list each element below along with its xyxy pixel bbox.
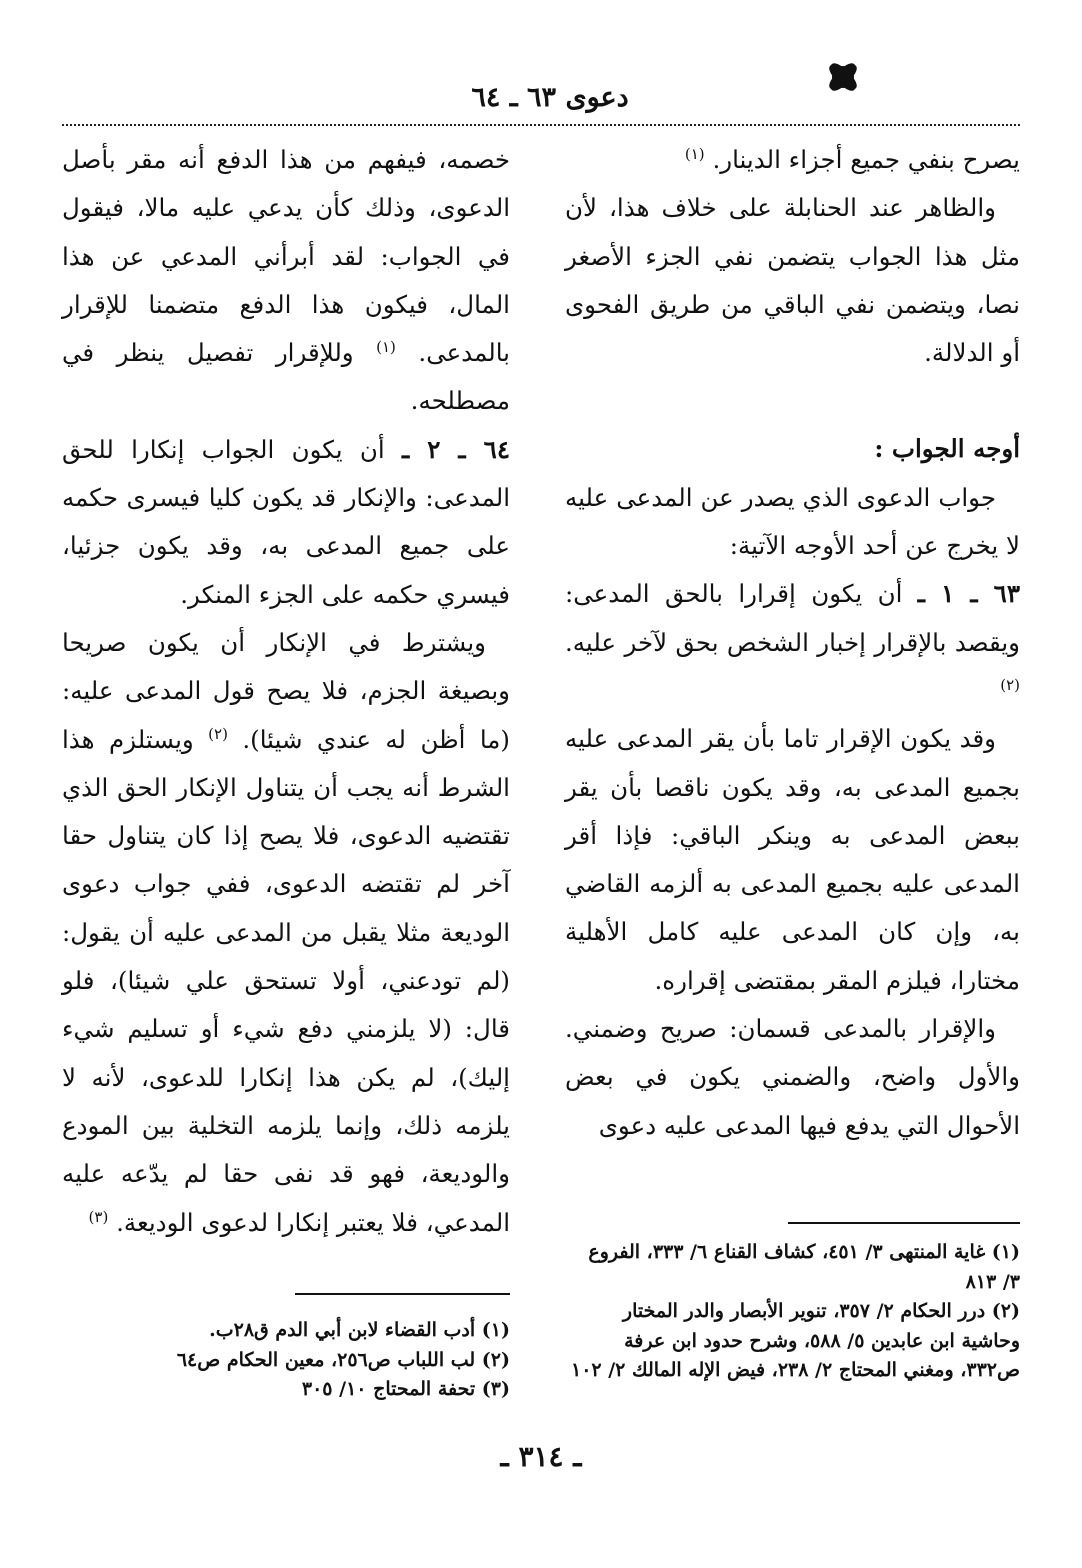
right-paragraph-4: [565, 570, 1020, 715]
footnote-separator-right: [788, 1222, 1020, 1224]
left-p3-continuation: ويستلزم هذا الشرط أنه يجب أن يتناول الإنكار الحق الذي تقتضيه الدعوى، فلا يصح إذا كان يتناول حقا آخر لم تقتضه الدعوى، ففي جواب دعوى الوديعة مثلا يقبل من المدعى عليه أن يقول: (لم تودعني، أولا تستحق علي شيئا)، فلو قال: (لا يلزمني دفع شيء أو تسليم شيء إليك)، لم يكن هذا إنكارا للدعوى، لأنه لا يلزمه ذلك، وإنما يلزمه التخلية بين المودع والوديعة، فهو قد نفى حقا لم يدّعه عليه المدعي، فلا يعتبر إنكارا لدعوى الوديعة.: [62, 724, 510, 1237]
left-column: [62, 136, 510, 1247]
left-paragraph-3: [62, 619, 510, 1247]
right-paragraph-5: وقد يكون الإقرار تاما بأن يقر المدعى عليه بجميع المدعى به، وقد يكون ناقصا بأن يقر ببعض المدعى به وينكر الباقي: فإذا أقر المدعى عليه بجميع المدعى به ألزمه القاضي به، وإن كان المدعى عليه كامل الأهلية مختارا، فيلزم المقر بمقتضى إقراره.: [565, 724, 1020, 995]
footnote: (٢) لب اللباب ص٢٥٦، معين الحكام ص٦٤: [176, 1348, 510, 1371]
page-header-title: دعوى ٦٣ ـ ٦٤: [471, 82, 629, 113]
header-dotted-rule: [62, 124, 1020, 126]
right-paragraph-2: والظاهر عند الحنابلة على خلاف هذا، لأن مثل هذا الجواب يتضمن نفي الجزء الأصغر نصا، ويتضمن نفي الباقي من طريق الفحوى أو الدلالة.: [565, 193, 1020, 368]
left-p3-text: ويشترط في الإنكار أن يكون صريحا وبصيغة الجزم، فلا يصح قول المدعى عليه: (ما أظن له عندي شيئا).: [62, 627, 510, 754]
footnote: (١) أدب القضاء لابن أبي الدم ق٢٨ب.: [209, 1319, 510, 1341]
left-paragraph-2: [62, 426, 510, 619]
right-p4-text: أن يكون إقرارا بالحق المدعى: ويقصد بالإقرار إخبار الشخص بحق لآخر عليه.: [565, 579, 1020, 657]
left-p1-continuation: وللإقرار تفصيل ينظر في مصطلحه.: [62, 338, 510, 416]
footnote: (٣) تحفة المحتاج ١٠/ ٣٠٥: [301, 1378, 510, 1400]
footnote-ref: (٣): [88, 1207, 109, 1226]
page-number: ـ ٣١٤ ـ: [500, 1440, 582, 1473]
footnotes-left: [62, 1316, 510, 1405]
footnote-ref: (٢): [1000, 675, 1020, 694]
right-paragraph-3: جواب الدعوى الذي يصدر عن المدعى عليه لا يخرج عن أحد الأوجه الآتية:: [565, 482, 1020, 561]
ornament-icon: [832, 66, 854, 88]
footnote: (١) غاية المنتهى ٣/ ٤٥١، كشاف القناع ٦/ ٣٣٣، الفروع ٣/ ٨١٣: [588, 1241, 1020, 1293]
left-p2-text: أن يكون الجواب إنكارا للحق المدعى: والإنكار قد يكون كليا فيسرى حكمه على جميع المدعى به، وقد يكون جزئيا، فيسري حكمه على الجزء المنكر.: [62, 434, 510, 609]
right-paragraph-1: [565, 136, 1020, 184]
footnote: (٢) درر الحكام ٢/ ٣٥٧، تنوير الأبصار والدر المختار وحاشية ابن عابدين ٥/ ٥٨٨، وشرح حدود ابن عرفة ص٣٣٢، ومغني المحتاج ٢/ ٢٣٨، فيض الإله المالك ٢/ ١٠٢: [570, 1300, 1020, 1381]
right-column: [565, 136, 1020, 1150]
footnotes-right: [565, 1238, 1020, 1386]
left-p1-text: خصمه، فيفهم من هذا الدفع أنه مقر بأصل الدعوى، وذلك كأن يدعي عليه مالا، فيقول في الجواب: لقد أبرأني المدعي عن هذا المال، فيكون هذا الدفع متضمنا للإقرار بالمدعى.: [62, 145, 511, 368]
footnote-separator-left: [295, 1293, 510, 1295]
item-number: ٦٣ ـ ١ ـ: [917, 579, 1020, 609]
footnote-ref: (٢): [208, 724, 228, 743]
item-number: ٦٤ ـ ٢ ـ: [402, 434, 510, 464]
footnote-ref: (١): [684, 144, 705, 163]
right-p1-text: يصرح بنفي جميع أجزاء الدينار.: [712, 145, 1020, 174]
left-paragraph-1: [62, 136, 510, 426]
footnote-ref: (١): [376, 338, 396, 357]
right-paragraph-6: والإقرار بالمدعى قسمان: صريح وضمني. والأول واضح، والضمني يكون في بعض الأحوال التي يدفع فيها المدعى عليه دعوى: [565, 1014, 1020, 1140]
spacer: [565, 377, 1020, 425]
section-heading: أوجه الجواب :: [874, 434, 1020, 464]
